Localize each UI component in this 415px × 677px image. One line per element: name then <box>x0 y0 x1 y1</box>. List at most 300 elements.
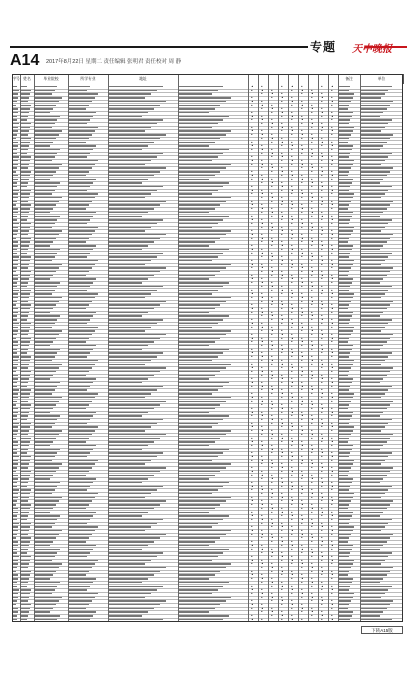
cell-text <box>35 223 55 224</box>
cell-text <box>21 515 28 516</box>
mark-cell: ● <box>291 599 293 603</box>
cell-text <box>109 611 148 612</box>
mark-cell: ● <box>321 292 323 296</box>
cell-text <box>109 230 145 231</box>
mark-cell: ● <box>321 92 323 96</box>
mark-cell: ▲ <box>271 122 274 125</box>
cell-text <box>21 290 31 291</box>
mark-cell: ▲ <box>271 299 274 303</box>
mark-cell: ● <box>251 310 253 314</box>
mark-cell: ● <box>321 558 323 562</box>
cell-text <box>69 460 98 461</box>
mark-cell: ● <box>291 273 293 277</box>
cell-text <box>361 164 381 165</box>
mark-cell: ● <box>271 273 273 277</box>
cell-text <box>69 386 90 387</box>
mark-cell: ▲ <box>331 499 334 503</box>
cell-text <box>339 401 351 402</box>
cell-text <box>109 145 148 146</box>
cell-text <box>339 345 353 346</box>
mark-cell: ▲ <box>331 188 334 192</box>
mark-cell: ● <box>291 258 293 262</box>
mark-cell: ● <box>291 162 293 166</box>
cell-text <box>35 327 52 328</box>
column-divider <box>178 74 179 622</box>
mark-cell: ● <box>251 192 253 196</box>
cell-text <box>35 190 55 191</box>
cell-text <box>35 334 59 335</box>
cell-text <box>21 519 27 520</box>
cell-text <box>21 223 31 224</box>
cell-text <box>109 345 148 346</box>
cell-text <box>339 175 348 176</box>
mark-cell: ● <box>251 221 253 225</box>
cell-text <box>361 500 393 501</box>
cell-text <box>35 319 57 320</box>
mark-cell: ▲ <box>251 233 254 236</box>
mark-cell: ▲ <box>311 358 314 362</box>
mark-cell: ● <box>261 462 263 466</box>
cell-text <box>13 319 17 320</box>
cell-text <box>361 537 390 538</box>
mark-cell: ● <box>251 540 253 544</box>
mark-cell: ● <box>281 151 283 155</box>
cell-text <box>179 171 220 172</box>
cell-text <box>13 193 18 194</box>
mark-cell: ● <box>301 159 303 162</box>
cell-text <box>69 482 93 483</box>
cell-text <box>339 86 350 87</box>
mark-cell: ● <box>301 610 303 614</box>
mark-cell: ▲ <box>311 284 314 288</box>
cell-text <box>179 352 223 353</box>
mark-cell: ● <box>331 162 333 166</box>
mark-cell: ● <box>271 184 273 188</box>
mark-cell: ▲ <box>331 351 334 355</box>
cell-text <box>13 586 17 587</box>
cell-text <box>13 582 17 583</box>
cell-text <box>13 260 18 261</box>
mark-cell: ● <box>251 273 253 277</box>
mark-cell: ● <box>261 506 263 510</box>
cell-text <box>69 423 87 424</box>
cell-text <box>13 156 19 157</box>
mark-cell: ▲ <box>261 251 264 255</box>
mark-cell: ● <box>331 273 333 277</box>
cell-text <box>21 493 30 494</box>
cell-text <box>35 219 57 220</box>
cell-text <box>179 338 220 339</box>
mark-cell: ● <box>281 203 283 207</box>
cell-text <box>179 249 229 250</box>
cell-text <box>179 467 226 468</box>
mark-cell: ▲ <box>261 517 264 521</box>
mark-cell: ● <box>331 199 333 203</box>
cell-text <box>339 441 348 442</box>
cell-text <box>109 460 151 461</box>
cell-text <box>361 234 393 235</box>
cell-text <box>179 571 220 572</box>
cell-text <box>339 264 353 265</box>
cell-text <box>179 345 209 346</box>
cell-text <box>339 537 349 538</box>
mark-cell: ▲ <box>251 114 254 118</box>
mark-cell: ● <box>321 218 323 222</box>
mark-cell: ● <box>301 225 303 229</box>
mark-cell: ● <box>331 429 333 433</box>
cell-text <box>179 593 212 594</box>
cell-text <box>21 253 27 254</box>
cell-text <box>109 308 154 309</box>
cell-text <box>179 534 226 535</box>
mark-cell: ▲ <box>291 395 294 399</box>
column-divider <box>248 74 249 622</box>
cell-text <box>179 156 218 157</box>
cell-text <box>35 556 55 557</box>
cell-text <box>109 393 151 394</box>
cell-text <box>35 249 60 250</box>
cell-text <box>69 449 93 450</box>
mark-cell: ● <box>311 443 313 447</box>
mark-cell: ● <box>271 295 273 299</box>
cell-text <box>13 389 19 390</box>
mark-cell: ● <box>271 554 273 558</box>
mark-cell: ● <box>261 536 263 540</box>
mark-cell: ▲ <box>331 321 334 325</box>
cell-text <box>21 489 31 490</box>
cell-text <box>35 93 52 94</box>
cell-text <box>35 227 52 228</box>
mark-cell: ● <box>261 351 263 355</box>
cell-text <box>339 478 353 479</box>
cell-text <box>35 293 52 294</box>
mark-cell: ● <box>301 196 303 199</box>
cell-text <box>21 267 28 268</box>
cell-text <box>361 145 383 146</box>
cell-text <box>361 182 380 183</box>
cell-text <box>179 123 218 124</box>
cell-text <box>339 375 348 376</box>
mark-cell: ● <box>331 532 333 536</box>
cell-text <box>109 449 142 450</box>
cell-text <box>69 171 89 172</box>
cell-text <box>339 323 349 324</box>
cell-text <box>13 197 18 198</box>
mark-cell: ● <box>281 543 283 547</box>
mark-cell: ● <box>291 184 293 188</box>
mark-cell: ▲ <box>271 595 274 599</box>
mark-cell: ▲ <box>281 332 284 336</box>
mark-cell: ● <box>311 125 313 129</box>
cell-text <box>35 615 60 616</box>
cell-text <box>109 430 145 431</box>
column-divider <box>328 74 329 622</box>
cell-text <box>361 600 393 601</box>
mark-cell: ● <box>321 432 323 436</box>
table-body <box>12 85 403 622</box>
cell-text <box>109 204 160 205</box>
mark-cell: ● <box>281 136 283 140</box>
cell-text <box>69 312 96 313</box>
cell-text <box>13 171 16 172</box>
cell-text <box>35 530 62 531</box>
cell-text <box>361 560 385 561</box>
mark-cell: ▲ <box>281 451 284 455</box>
mark-cell: ● <box>281 188 283 192</box>
mark-cell: ● <box>331 229 333 233</box>
mark-cell: ▲ <box>251 218 254 222</box>
mark-cell: ▲ <box>331 603 334 606</box>
cell-text <box>69 371 89 372</box>
mark-cell: ▲ <box>261 532 264 536</box>
cell-text <box>179 478 209 479</box>
cell-text <box>21 179 29 180</box>
cell-text <box>339 512 353 513</box>
mark-cell: ● <box>281 107 283 111</box>
cell-text <box>109 130 145 131</box>
mark-cell: ▲ <box>281 288 284 292</box>
cell-text <box>361 156 388 157</box>
mark-cell: ● <box>271 495 273 499</box>
cell-text <box>361 238 390 239</box>
cell-text <box>21 438 31 439</box>
mark-cell: ● <box>271 517 273 521</box>
cell-text <box>13 101 17 102</box>
mark-cell: ● <box>311 614 313 618</box>
cell-text <box>13 301 17 302</box>
mark-cell: ● <box>281 210 283 214</box>
mark-cell: ● <box>281 506 283 510</box>
mark-cell: ● <box>271 510 273 514</box>
cell-text <box>13 530 18 531</box>
mark-cell: ▲ <box>311 314 314 318</box>
cell-text <box>13 608 18 609</box>
cell-text <box>69 478 96 479</box>
mark-cell: ▲ <box>251 617 254 621</box>
cell-text <box>179 227 212 228</box>
cell-text <box>109 541 154 542</box>
cell-text <box>21 97 29 98</box>
cell-text <box>339 412 353 413</box>
cell-text <box>109 589 157 590</box>
cell-text <box>21 330 29 331</box>
mark-cell: ● <box>261 336 263 340</box>
mark-cell: ▲ <box>281 155 284 159</box>
mark-cell: ● <box>301 92 303 96</box>
mark-cell: ● <box>261 469 263 473</box>
mark-cell: ● <box>311 162 313 166</box>
cell-text <box>69 604 89 605</box>
mark-cell: ● <box>311 140 313 144</box>
cell-text <box>35 567 59 568</box>
cell-text <box>179 97 231 98</box>
mark-cell: ▲ <box>291 307 294 310</box>
cell-text <box>21 234 28 235</box>
cell-text <box>339 119 350 120</box>
mark-cell: ● <box>251 591 253 595</box>
mark-cell: ● <box>291 214 293 218</box>
mark-cell: ● <box>311 532 313 536</box>
cell-text <box>13 401 17 402</box>
cell-text <box>179 364 231 365</box>
mark-cell: ● <box>301 388 303 392</box>
cell-text <box>109 352 163 353</box>
mark-cell: ● <box>261 188 263 192</box>
cell-text <box>21 560 30 561</box>
mark-cell: ▲ <box>261 577 264 581</box>
mark-cell: ▲ <box>291 336 294 340</box>
cell-text <box>361 223 388 224</box>
mark-cell: ▲ <box>291 617 294 621</box>
mark-cell: ▲ <box>291 159 294 162</box>
mark-cell: ▲ <box>261 103 264 107</box>
cell-text <box>179 537 220 538</box>
cell-text <box>35 375 53 376</box>
mark-cell: ▲ <box>321 377 324 381</box>
cell-text <box>69 589 87 590</box>
mark-cell: ● <box>311 88 313 92</box>
cell-text <box>21 142 30 143</box>
mark-cell: ● <box>321 573 323 577</box>
cell-text <box>109 267 166 268</box>
newspaper-logo: 天中晚报 <box>352 44 392 55</box>
cell-text <box>69 112 96 113</box>
mark-cell: ▲ <box>251 410 254 414</box>
mark-cell: ● <box>251 147 253 151</box>
mark-cell: ● <box>281 329 283 333</box>
mark-cell: ● <box>271 288 273 292</box>
mark-cell: ▲ <box>251 307 254 310</box>
cell-text <box>13 271 16 272</box>
cell-text <box>21 204 31 205</box>
mark-cell: ● <box>261 617 263 621</box>
mark-cell: ● <box>301 455 303 458</box>
cell-text <box>179 341 215 342</box>
mark-cell: ▲ <box>311 462 314 466</box>
mark-cell: ▲ <box>321 510 324 514</box>
mark-cell: ▲ <box>291 277 294 281</box>
cell-text <box>109 426 151 427</box>
cell-text <box>179 449 229 450</box>
mark-cell: ▲ <box>311 151 314 155</box>
mark-cell: ▲ <box>271 551 274 555</box>
cell-text <box>13 253 17 254</box>
cell-text <box>69 223 87 224</box>
cell-text <box>21 197 29 198</box>
cell-text <box>339 315 352 316</box>
mark-cell: ● <box>331 177 333 181</box>
cell-text <box>21 537 31 538</box>
mark-cell: ● <box>291 110 293 114</box>
mark-cell: ● <box>321 255 323 259</box>
cell-text <box>339 393 354 394</box>
mark-cell: ● <box>311 281 313 285</box>
cell-text <box>361 593 385 594</box>
cell-text <box>109 563 145 564</box>
cell-text <box>13 275 18 276</box>
cell-text <box>109 497 145 498</box>
cell-text <box>179 356 218 357</box>
cell-text <box>35 364 62 365</box>
cell-text <box>339 260 354 261</box>
cell-text <box>179 563 231 564</box>
cell-text <box>361 278 383 279</box>
cell-text <box>109 415 142 416</box>
mark-cell: ● <box>321 122 323 125</box>
mark-cell: ▲ <box>331 455 334 458</box>
cell-text <box>361 375 387 376</box>
cell-text <box>13 234 17 235</box>
mark-cell: ● <box>311 384 313 388</box>
mark-cell: ▲ <box>271 388 274 392</box>
cell-text <box>21 275 30 276</box>
cell-text <box>21 167 28 168</box>
mark-cell: ● <box>311 303 313 307</box>
cell-text <box>35 153 57 154</box>
mark-cell: ● <box>331 96 333 100</box>
mark-cell: ● <box>331 443 333 447</box>
cell-text <box>361 290 388 291</box>
cell-text <box>21 419 27 420</box>
cell-text <box>179 105 220 106</box>
mark-cell: ▲ <box>321 614 324 618</box>
mark-cell: ▲ <box>311 388 314 392</box>
mark-cell: ● <box>321 366 323 370</box>
cell-text <box>13 549 17 550</box>
cell-text <box>339 556 349 557</box>
mark-cell: ● <box>321 455 323 458</box>
cell-text <box>179 371 220 372</box>
mark-cell: ▲ <box>311 225 314 229</box>
mark-cell: ● <box>251 184 253 188</box>
cell-text <box>339 204 349 205</box>
mark-cell: ▲ <box>281 362 284 366</box>
cell-text <box>21 486 27 487</box>
cell-text <box>35 241 53 242</box>
cell-text <box>35 142 53 143</box>
mark-cell: ● <box>301 144 303 148</box>
cell-text <box>339 541 348 542</box>
cell-text <box>69 367 92 368</box>
cell-text <box>35 304 56 305</box>
mark-cell: ● <box>291 355 293 359</box>
mark-cell: ● <box>311 170 313 174</box>
mark-cell: ● <box>321 181 323 185</box>
mark-cell: ● <box>321 506 323 510</box>
cell-text <box>179 138 220 139</box>
mark-cell: ● <box>251 258 253 262</box>
mark-cell: ● <box>331 170 333 174</box>
mark-cell: ● <box>291 554 293 558</box>
cell-text <box>109 327 151 328</box>
mark-cell: ● <box>291 318 293 322</box>
mark-cell: ▲ <box>291 129 294 133</box>
continued-note: 下转A15版 <box>361 626 403 634</box>
cell-text <box>109 534 166 535</box>
cell-text <box>13 449 17 450</box>
mark-cell: ● <box>281 536 283 540</box>
cell-text <box>361 486 392 487</box>
cell-text <box>361 216 380 217</box>
cell-text <box>361 441 387 442</box>
cell-text <box>35 149 60 150</box>
cell-text <box>69 230 95 231</box>
column-header <box>178 74 249 84</box>
cell-text <box>69 560 98 561</box>
cell-text <box>21 500 28 501</box>
mark-cell: ● <box>321 225 323 229</box>
mark-cell: ● <box>301 551 303 555</box>
